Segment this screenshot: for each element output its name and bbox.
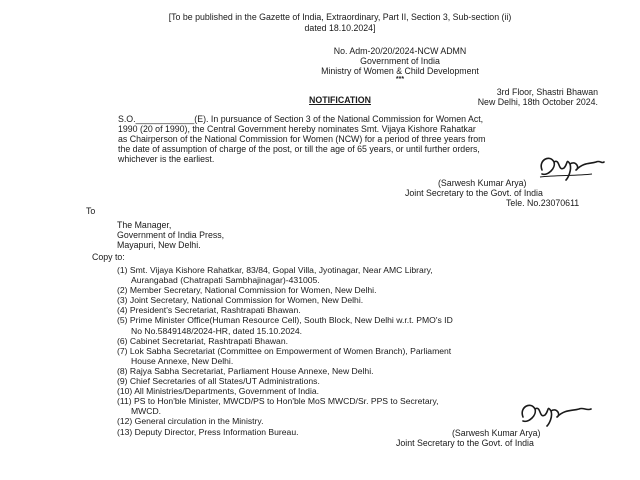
body-line: the date of assumption of charge of the post, or till the age of 65 years, or until further orders, (118, 144, 480, 154)
list-item: (6) Cabinet Secretariat, Rashtrapati Bhawan. (117, 335, 289, 346)
signatory-designation: Joint Secretary to the Govt. of India (396, 438, 534, 448)
notification-heading: NOTIFICATION (309, 95, 371, 105)
body-line: whichever is the earliest. (118, 154, 215, 164)
ministry-name: Ministry of Women & Child Development (321, 66, 479, 76)
body-line: S.O.____________(E). In pursuance of Section 3 of the National Commission for Women Act, (118, 114, 484, 124)
signatory-designation: Joint Secretary to the Govt. of India (405, 188, 543, 198)
list-item: (2) Member Secretary, National Commission for Women, New Delhi. (117, 285, 377, 296)
handwritten-signature (536, 150, 608, 182)
addressee-line: Government of India Press, (117, 230, 225, 240)
list-item: (3) Joint Secretary, National Commission for Women, New Delhi. (117, 295, 364, 306)
list-item: (1) Smt. Vijaya Kishore Rahatkar, 83/84, Gopal Villa, Jyotinagar, Near AMC Library, Aurangabad (Chatrapati Sambhajinagar)-431005. (117, 265, 433, 286)
handwritten-signature (515, 397, 595, 427)
copy-list (117, 265, 453, 437)
signatory-tele: Tele. No.23070611 (506, 198, 580, 208)
addressee-line: The Manager, (117, 220, 172, 230)
signatory-name: (Sarwesh Kumar Arya) (452, 428, 541, 438)
to-label: To (86, 206, 96, 216)
body-line: 1990 (20 of 1990), the Central Government hereby nominates Smt. Vijaya Kishore Rahatkar (118, 124, 476, 134)
list-item: (5) Prime Minister Office(Human Resource Cell), South Block, New Delhi w.r.t. PMO's ID No No.5849148/2024-HR, dated 15.10.2024. (117, 315, 453, 336)
list-item: (11) PS to Hon'ble Minister, MWCD/PS to Hon'ble MoS MWCD/Sr. PPS to Secretary, MWCD. (117, 396, 439, 417)
government-name: Government of India (360, 56, 440, 66)
copy-label: Copy to: (92, 252, 125, 262)
list-item: (7) Lok Sabha Secretariat (Committee on Empowerment of Women Branch), Parliament House Annexe, New Delhi. (117, 345, 452, 366)
gazette-note-line1: [To be published in the Gazette of India, Extraordinary, Part II, Section 3, Sub-section (ii) (168, 12, 512, 22)
office-address: 3rd Floor, Shastri Bhawan (496, 87, 598, 97)
gazette-note-line2: dated 18.10.2024] (304, 23, 376, 33)
reference-number: No. Adm-20/20/2024-NCW ADMN (333, 46, 467, 56)
addressee-line: Mayapuri, New Delhi. (117, 240, 201, 250)
list-item: (8) Rajya Sabha Secretariat, Parliament House Annexe, New Delhi. (117, 365, 374, 376)
issue-date: New Delhi, 18th October 2024. (477, 97, 598, 107)
list-item: (4) President's Secretariat, Rashtrapati Bhawan. (117, 305, 301, 316)
body-line: as Chairperson of the National Commission for Women (NCW) for a period of three years from (118, 134, 486, 144)
list-item: (9) Chief Secretaries of all States/UT Administrations. (117, 376, 320, 387)
list-item: (10) All Ministries/Departments, Government of India. (117, 386, 320, 397)
list-item: (12) General circulation in the Ministry. (117, 416, 264, 427)
signatory-name: (Sarwesh Kumar Arya) (438, 178, 527, 188)
list-item: (13) Deputy Director, Press Information Bureau. (117, 426, 299, 437)
separator-stars: *** (395, 76, 405, 83)
